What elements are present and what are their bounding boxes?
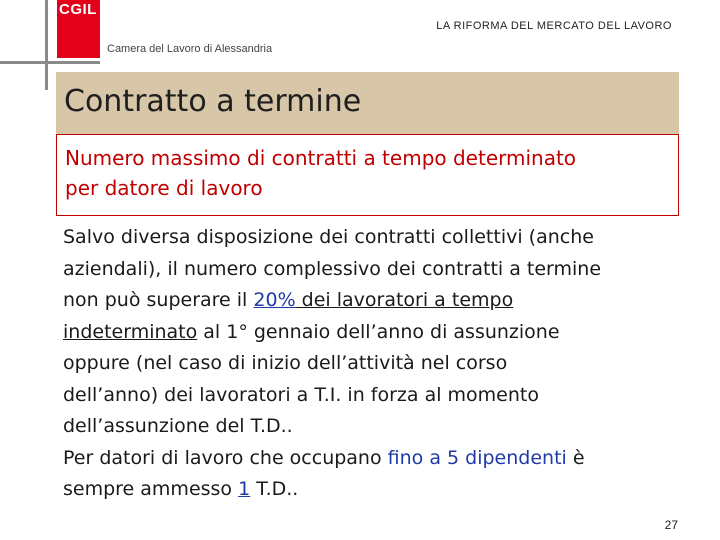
body-line-3c: dei lavoratori a tempo [295,289,514,311]
page-number: 27 [664,518,678,532]
body-line-3a: non può superare il [63,289,254,311]
body-line-8c: è [566,446,585,469]
header-title: LA RIFORMA DEL MERCATO DEL LAVORO [436,20,672,32]
body-line-1: Salvo diversa disposizione dei contratti collettivi (anche [63,226,594,248]
percent-highlight: 20% [253,289,296,311]
slide-heading [65,143,665,203]
heading-box [56,134,679,216]
body-line-9a: sempre ammesso [63,478,239,500]
organization-subtitle: Camera del Lavoro di Alessandria [107,43,273,55]
logo-text: CGIL [59,1,97,18]
body-line-5: oppure (nel caso di inizio dell’attività nel corso [63,352,508,374]
slide-title: Contratto a termine [64,84,362,119]
body-line-4a: indeterminato [63,320,198,343]
body-line-8a: Per datori di lavoro che occupano [63,446,388,469]
slide-body [63,222,683,506]
employee-limit-highlight: fino a 5 dipendenti [387,446,567,469]
decorative-horizontal-line [0,61,100,64]
heading-line-1: Numero massimo di contratti a tempo determinato [65,146,577,170]
count-highlight: 1 [238,478,251,500]
body-line-6: dell’anno) dei lavoratori a T.I. in forza al momento [63,383,539,406]
body-line-9c: T.D.. [250,478,299,500]
decorative-vertical-line [45,0,48,90]
body-line-2: aziendali), il numero complessivo dei contratti a termine [63,257,602,280]
body-line-4b: al 1° gennaio dell’anno di assunzione [197,320,560,343]
heading-line-2: per datore di lavoro [65,176,263,200]
body-line-7: dell’assunzione del T.D.. [63,415,293,437]
title-band [56,72,679,134]
cgil-logo [57,0,100,58]
